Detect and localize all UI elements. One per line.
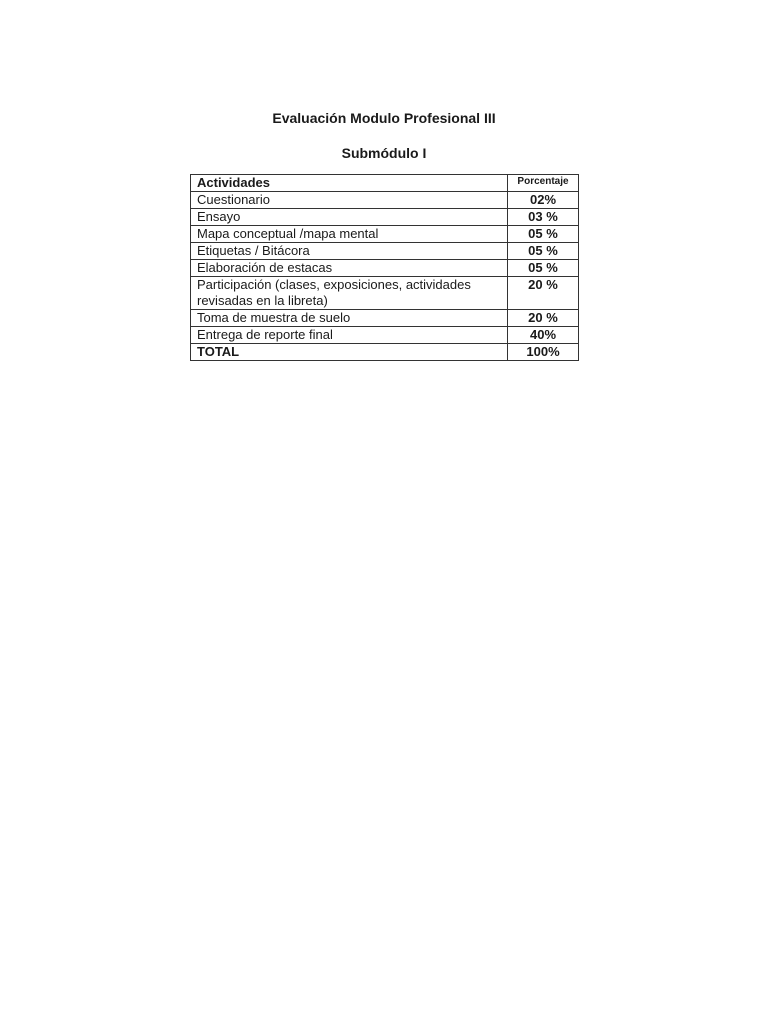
evaluation-table xyxy=(190,174,579,361)
total-label: TOTAL xyxy=(191,344,508,361)
activity-cell: Entrega de reporte final xyxy=(191,327,508,344)
percentage-cell: 05 % xyxy=(508,260,579,277)
activity-cell: Ensayo xyxy=(191,209,508,226)
table-header-row xyxy=(191,175,579,192)
activity-cell: Mapa conceptual /mapa mental xyxy=(191,226,508,243)
activity-cell: Toma de muestra de suelo xyxy=(191,310,508,327)
activity-cell: Elaboración de estacas xyxy=(191,260,508,277)
page-subtitle: Submódulo I xyxy=(341,145,427,161)
table-row xyxy=(191,243,579,260)
percentage-cell: 02% xyxy=(508,192,579,209)
table-row xyxy=(191,209,579,226)
page-title: Evaluación Modulo Profesional III xyxy=(272,110,496,126)
percentage-cell: 40% xyxy=(508,327,579,344)
percentage-cell: 03 % xyxy=(508,209,579,226)
table-row xyxy=(191,192,579,209)
activity-cell: Cuestionario xyxy=(191,192,508,209)
activity-cell: Etiquetas / Bitácora xyxy=(191,243,508,260)
table-row xyxy=(191,327,579,344)
total-row xyxy=(191,344,579,361)
total-percentage: 100% xyxy=(508,344,579,361)
percentage-cell: 05 % xyxy=(508,243,579,260)
table-row xyxy=(191,310,579,327)
table-row xyxy=(191,277,579,310)
activity-cell: Participación (clases, exposiciones, actividades revisadas en la libreta) xyxy=(191,277,508,310)
percentage-cell: 05 % xyxy=(508,226,579,243)
percentage-cell: 20 % xyxy=(508,310,579,327)
header-percentage: Porcentaje xyxy=(508,175,579,192)
table-row xyxy=(191,260,579,277)
percentage-cell: 20 % xyxy=(508,277,579,310)
table-row xyxy=(191,226,579,243)
header-activities: Actividades xyxy=(191,175,508,192)
